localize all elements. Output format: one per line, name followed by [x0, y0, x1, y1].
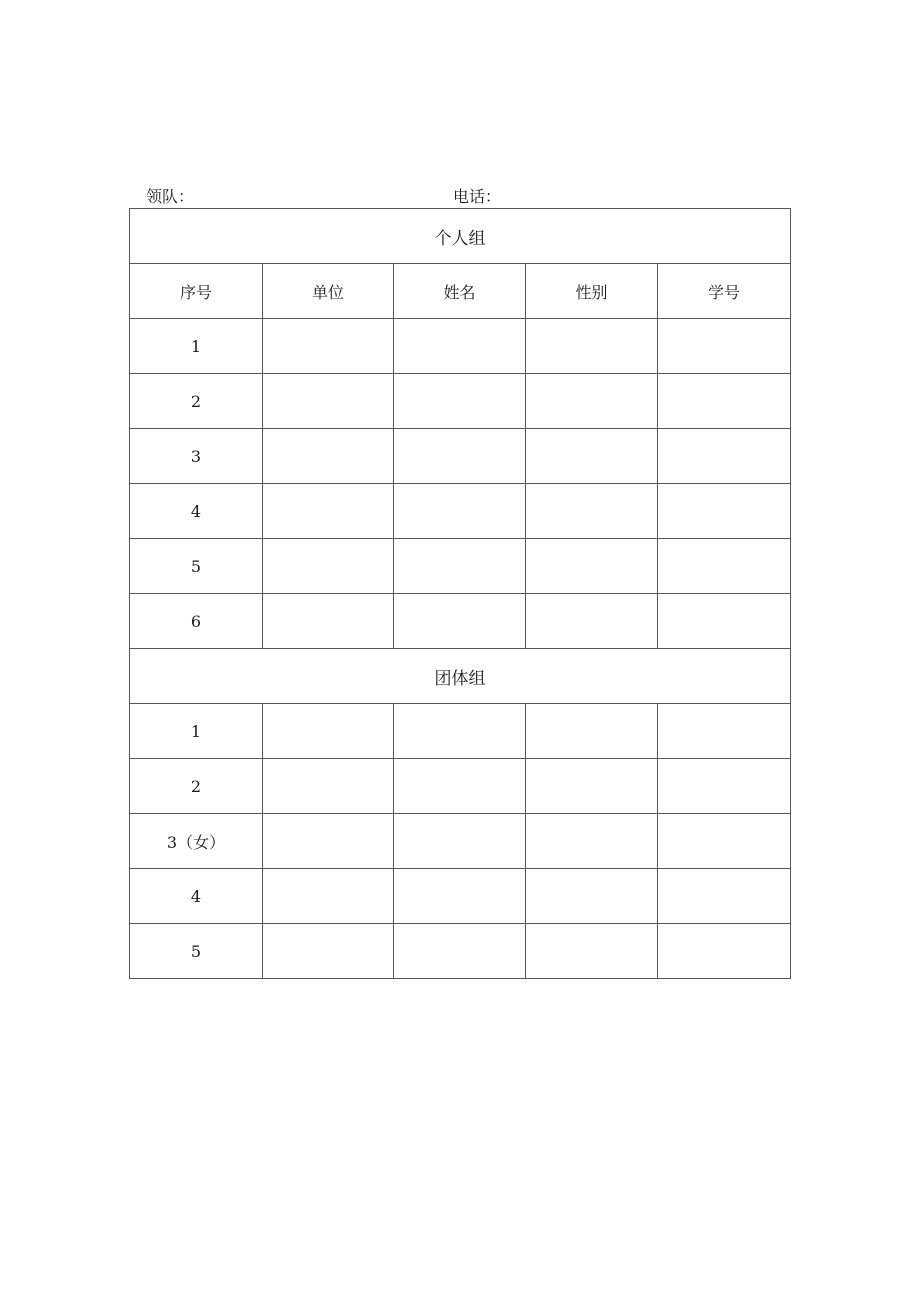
unit-cell[interactable] — [263, 594, 394, 649]
row-number: 3（女） — [130, 814, 263, 869]
unit-cell[interactable] — [263, 814, 394, 869]
table-row — [130, 594, 791, 649]
gender-cell[interactable] — [526, 319, 658, 374]
student-id-cell[interactable] — [658, 759, 791, 814]
column-header-unit: 单位 — [263, 264, 394, 319]
table-row — [130, 539, 791, 594]
name-cell[interactable] — [394, 429, 526, 484]
leader-label: 领队： — [146, 187, 195, 206]
student-id-cell[interactable] — [658, 594, 791, 649]
name-cell[interactable] — [394, 539, 526, 594]
student-id-cell[interactable] — [658, 374, 791, 429]
unit-cell[interactable] — [263, 319, 394, 374]
row-number: 2 — [130, 759, 263, 814]
gender-cell[interactable] — [526, 539, 658, 594]
name-cell[interactable] — [394, 374, 526, 429]
row-number: 4 — [130, 869, 263, 924]
unit-cell[interactable] — [263, 869, 394, 924]
row-number: 1 — [130, 704, 263, 759]
row-number: 6 — [130, 594, 263, 649]
row-number: 1 — [130, 319, 263, 374]
column-header-row — [130, 264, 791, 319]
name-cell[interactable] — [394, 594, 526, 649]
unit-cell[interactable] — [263, 374, 394, 429]
student-id-cell[interactable] — [658, 484, 791, 539]
gender-cell[interactable] — [526, 594, 658, 649]
section-title-team: 团体组 — [130, 649, 791, 704]
student-id-cell[interactable] — [658, 814, 791, 869]
name-cell[interactable] — [394, 759, 526, 814]
section-row-individual — [130, 209, 791, 264]
name-cell[interactable] — [394, 704, 526, 759]
student-id-cell[interactable] — [658, 704, 791, 759]
row-number: 5 — [130, 924, 263, 979]
unit-cell[interactable] — [263, 704, 394, 759]
row-number: 2 — [130, 374, 263, 429]
gender-cell[interactable] — [526, 814, 658, 869]
table-row — [130, 429, 791, 484]
unit-cell[interactable] — [263, 429, 394, 484]
name-cell[interactable] — [394, 814, 526, 869]
name-cell[interactable] — [394, 924, 526, 979]
form-header — [146, 186, 786, 208]
column-header-name: 姓名 — [394, 264, 526, 319]
gender-cell[interactable] — [526, 484, 658, 539]
column-header-gender: 性别 — [526, 264, 658, 319]
table-row — [130, 924, 791, 979]
name-cell[interactable] — [394, 319, 526, 374]
gender-cell[interactable] — [526, 869, 658, 924]
section-title-individual: 个人组 — [130, 209, 791, 264]
student-id-cell[interactable] — [658, 429, 791, 484]
table-row — [130, 374, 791, 429]
student-id-cell[interactable] — [658, 924, 791, 979]
table-row — [130, 704, 791, 759]
row-number: 4 — [130, 484, 263, 539]
unit-cell[interactable] — [263, 539, 394, 594]
row-number: 3 — [130, 429, 263, 484]
gender-cell[interactable] — [526, 924, 658, 979]
unit-cell[interactable] — [263, 759, 394, 814]
table-row — [130, 814, 791, 869]
unit-cell[interactable] — [263, 484, 394, 539]
student-id-cell[interactable] — [658, 869, 791, 924]
gender-cell[interactable] — [526, 759, 658, 814]
section-row-team — [130, 649, 791, 704]
phone-label: 电话： — [453, 187, 502, 206]
unit-cell[interactable] — [263, 924, 394, 979]
row-number: 5 — [130, 539, 263, 594]
registration-table — [129, 208, 791, 979]
column-header-number: 序号 — [130, 264, 263, 319]
table-row — [130, 759, 791, 814]
column-header-student-id: 学号 — [658, 264, 791, 319]
name-cell[interactable] — [394, 869, 526, 924]
table-row — [130, 319, 791, 374]
gender-cell[interactable] — [526, 429, 658, 484]
table-row — [130, 484, 791, 539]
student-id-cell[interactable] — [658, 319, 791, 374]
table-row — [130, 869, 791, 924]
gender-cell[interactable] — [526, 704, 658, 759]
gender-cell[interactable] — [526, 374, 658, 429]
student-id-cell[interactable] — [658, 539, 791, 594]
name-cell[interactable] — [394, 484, 526, 539]
